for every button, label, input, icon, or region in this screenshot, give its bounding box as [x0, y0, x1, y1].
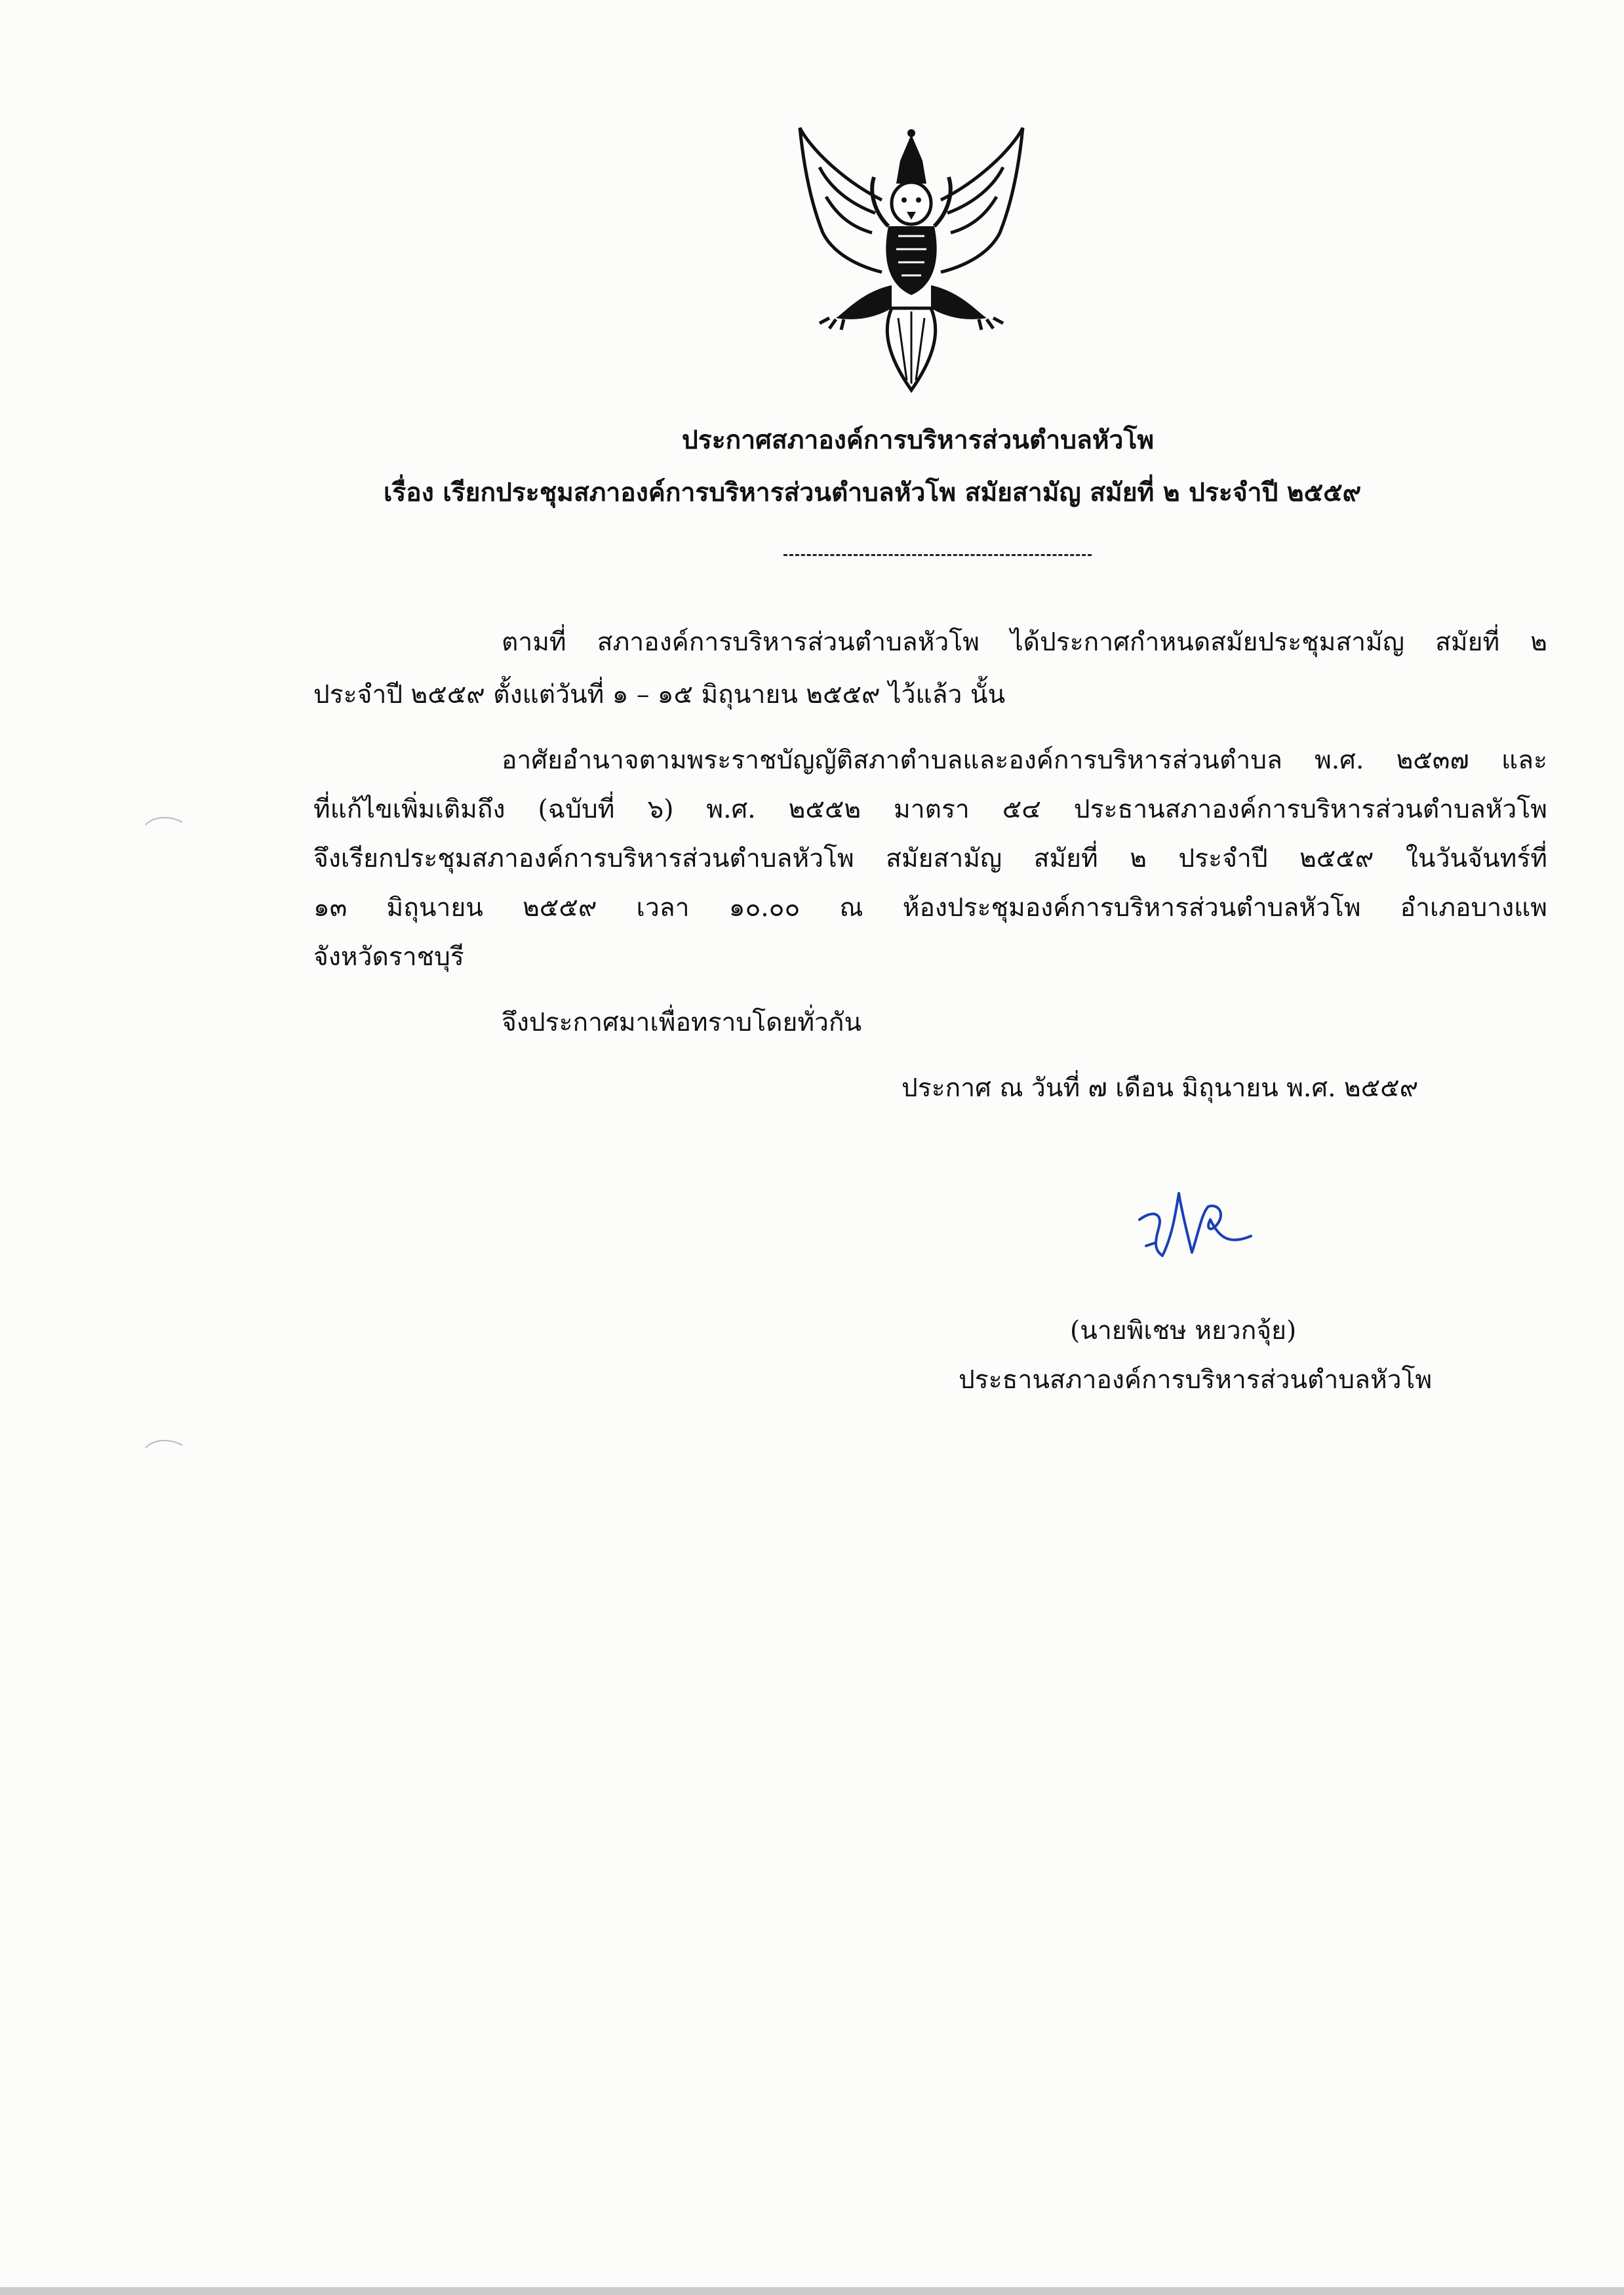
announcement-date: ประกาศ ณ วันที่ ๗ เดือน มิถุนายน พ.ศ. ๒๕๕๙: [901, 1073, 1419, 1103]
handwritten-signature-icon: [1126, 1174, 1258, 1272]
paragraph1-line1: ตามที่ สภาองค์การบริหารส่วนตำบลหัวโพ ได้ประกาศกำหนดสมัยประชุมสามัญ สมัยที่ ๒: [502, 628, 1547, 657]
punch-hole-mark: [144, 813, 184, 826]
paragraph2-line5: จังหวัดราชบุรี: [313, 942, 464, 972]
paragraph2-line4: ๑๓ มิถุนายน ๒๕๕๙ เวลา ๑๐.๐๐ ณ ห้องประชุมองค์การบริหารส่วนตำบลหัวโพ อำเภอบางแพ: [313, 893, 1547, 923]
scan-bottom-edge: [0, 2287, 1624, 2295]
punch-hole-mark: [144, 1436, 184, 1449]
signatory-name: (นายพิเชษ หยวกจุ้ย): [1070, 1316, 1297, 1346]
announcement-title: ประกาศสภาองค์การบริหารส่วนตำบลหัวโพ: [682, 425, 1155, 455]
closing-statement: จึงประกาศมาเพื่อทราบโดยทั่วกัน: [502, 1008, 862, 1037]
signatory-position: ประธานสภาองค์การบริหารส่วนตำบลหัวโพ: [959, 1365, 1433, 1395]
announcement-subject: เรื่อง เรียกประชุมสภาองค์การบริหารส่วนตำบลหัวโพ สมัยสามัญ สมัยที่ ๒ ประจำปี ๒๕๕๙: [384, 477, 1362, 508]
paragraph1-line2: ประจำปี ๒๕๕๙ ตั้งแต่วันที่ ๑ – ๑๕ มิถุนายน ๒๕๕๙ ไว้แล้ว นั้น: [313, 680, 1006, 709]
garuda-emblem-icon: [783, 121, 1039, 397]
paragraph2-line3: จึงเรียกประชุมสภาองค์การบริหารส่วนตำบลหัวโพ สมัยสามัญ สมัยที่ ๒ ประจำปี ๒๕๕๙ ในวันจันทร์ที่: [313, 844, 1547, 873]
paragraph2-line2: ที่แก้ไขเพิ่มเติมถึง (ฉบับที่ ๖) พ.ศ. ๒๕๕๒ มาตรา ๕๔ ประธานสภาองค์การบริหารส่วนตำบลหัวโพ: [313, 795, 1547, 824]
paragraph2-line1: อาศัยอำนาจตามพระราชบัญญัติสภาตำบลและองค์การบริหารส่วนตำบล พ.ศ. ๒๕๓๗ และ: [502, 746, 1547, 775]
title-separator: [783, 554, 1092, 556]
